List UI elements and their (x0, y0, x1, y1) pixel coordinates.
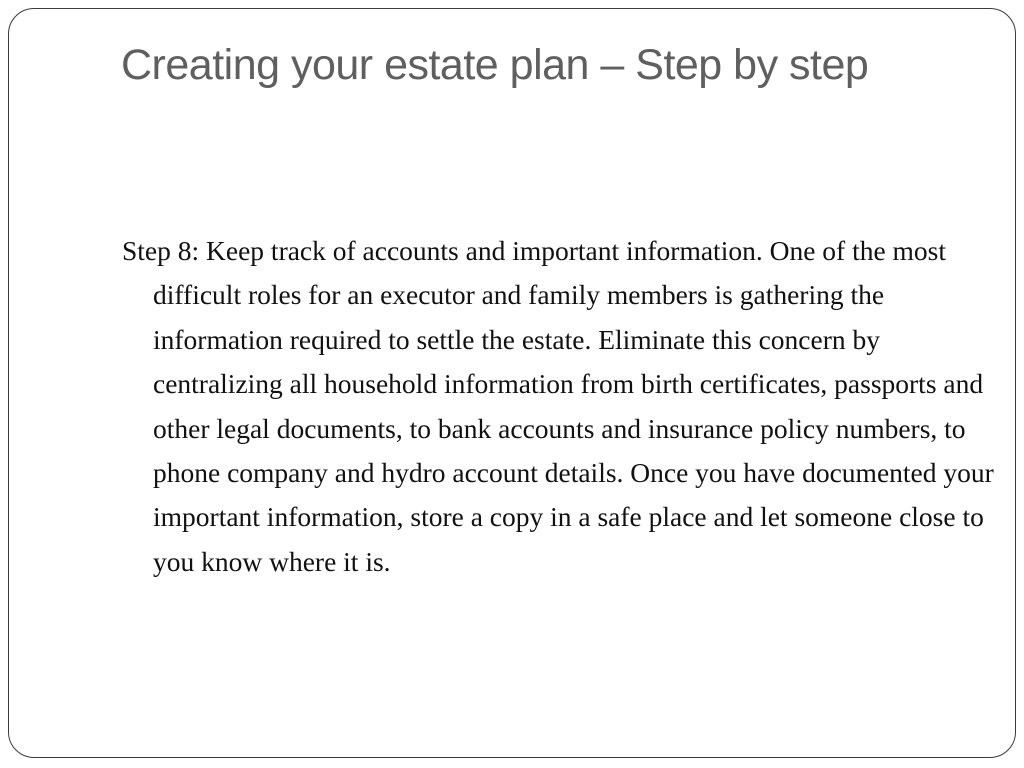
slide-frame (8, 8, 1016, 758)
slide-title: Creating your estate plan – Step by step (121, 41, 869, 89)
slide-body-text: Step 8: Keep track of accounts and important information. One of the most difficult roles for an executor and family members is gathering the information required to settle the estate. Eliminate this concern by centralizing all household information from birth certificates, passports and other legal documents, to bank accounts and insurance policy numbers, to phone company and hydro account details. Once you have documented your important information, store a copy in a safe place and let someone close to you know where it is. (122, 235, 994, 577)
